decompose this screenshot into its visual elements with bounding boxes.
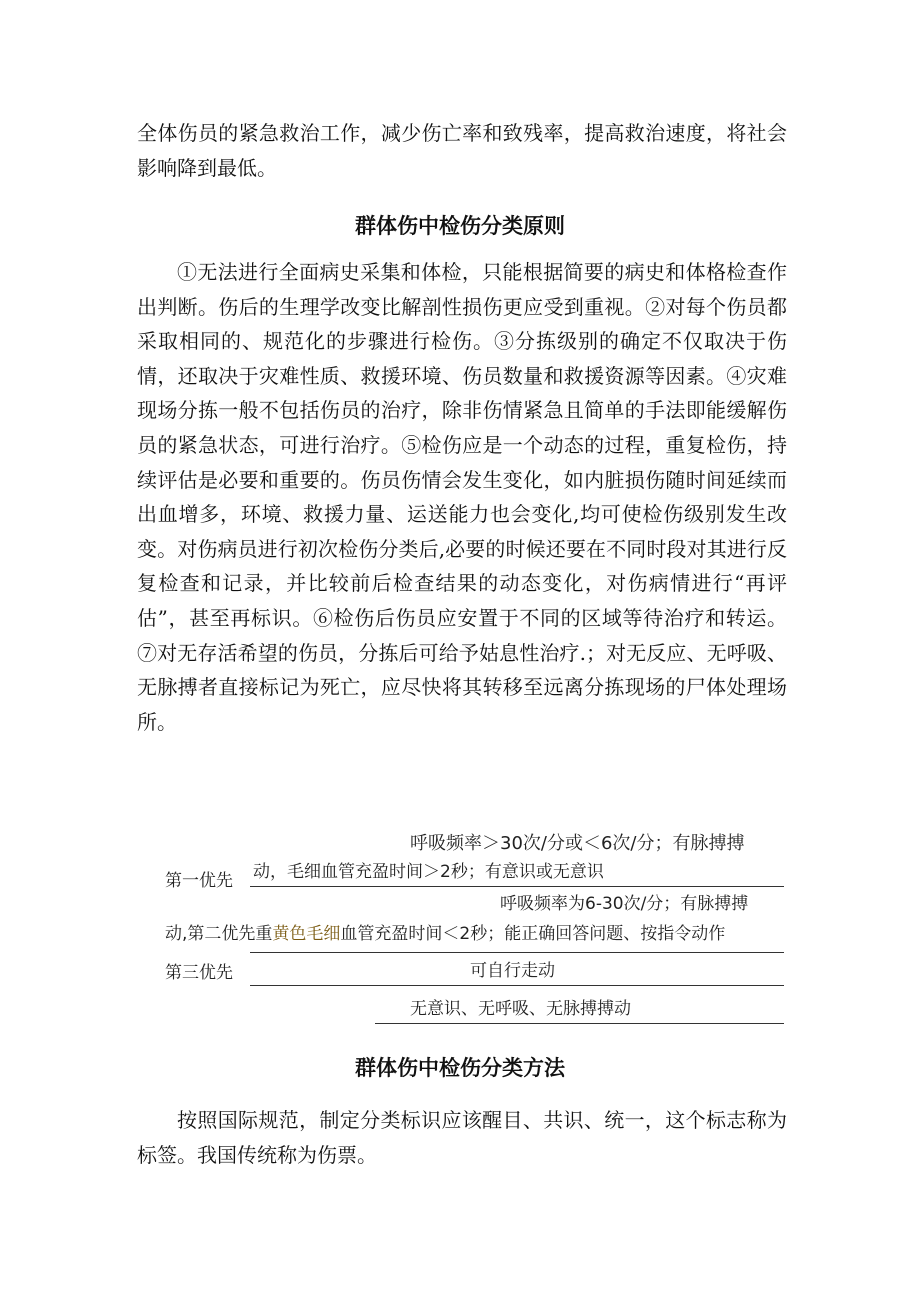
row2-line2-prefix: 动,第二优先重 <box>165 924 273 944</box>
row3-priority-label: 第三优先 <box>165 963 233 983</box>
principles-paragraph: ①无法进行全面病史采集和体检，只能根据简要的病史和体格检查作出判断。伤后的生理学改变比解剖性损伤更应受到重视。②对每个伤员都采取相同的、规范化的步骤进行检伤。③分拣级别的确定不仅取决于伤情，还取决于灾难性质、救援环境、伤员数量和救援资源等因素。④灾难现场分拣一般不包括伤员的治疗，除非伤情紧急且简单的手法即能缓解伤员的紧急状态，可进行治疗。⑤检伤应是一个动态的过程，重复检伤，持续评估是必要和重要的。伤员伤情会发生变化，如内脏损伤随时间延续而出血增多，环境、救援力量、运送能力也会变化,均可使检伤级别发生改变。对伤病员进行初次检伤分类后,必要的时候还要在不同时段对其进行反复检查和记录，并比较前后检查结果的动态变化，对伤病情进行“再评估”，甚至再标识。⑥检伤后伤员应安置于不同的区域等待治疗和转运。⑦对无存活希望的伤员，分拣后可给予姑息性治疗.；对无反应、无呼吸、无脉搏者直接标记为死亡，应尽快将其转移至远离分拣现场的尸体处理场所。 <box>137 260 787 734</box>
row2-line2-suffix: 血管充盈时间＜2秒；能正确回答问题、按指令动作 <box>340 924 726 944</box>
section-heading-principles: 群体伤中检伤分类原则 <box>355 214 565 238</box>
row1-criteria-line2: 动，毛细血管充盈时间＞2秒；有意识或无意识 <box>253 862 604 882</box>
row4-divider <box>375 1023 784 1024</box>
row2-divider <box>250 952 784 953</box>
row1-priority-label: 第一优先 <box>165 871 233 891</box>
row4-criteria: 无意识、无呼吸、无脉搏搏动 <box>410 999 631 1019</box>
row1-divider <box>250 886 784 887</box>
section-heading-methods: 群体伤中检伤分类方法 <box>355 1056 565 1080</box>
row1-criteria-line1: 呼吸频率＞30次/分或＜6次/分；有脉搏搏 <box>410 833 745 854</box>
row2-criteria-line2 <box>165 923 725 945</box>
row3-criteria: 可自行走动 <box>470 961 555 981</box>
row2-line2-highlight: 黄色毛细 <box>272 924 341 944</box>
row3-divider <box>250 985 784 986</box>
intro-paragraph: 全体伤员的紧急救治工作，减少伤亡率和致残率，提高救治速度，将社会影响降到最低。 <box>137 121 787 180</box>
row2-criteria-line1: 呼吸频率为6-30次/分；有脉搏搏 <box>500 894 749 914</box>
methods-paragraph: 按照国际规范，制定分类标识应该醒目、共识、统一，这个标志称为标签。我国传统称为伤票。 <box>137 1108 787 1167</box>
